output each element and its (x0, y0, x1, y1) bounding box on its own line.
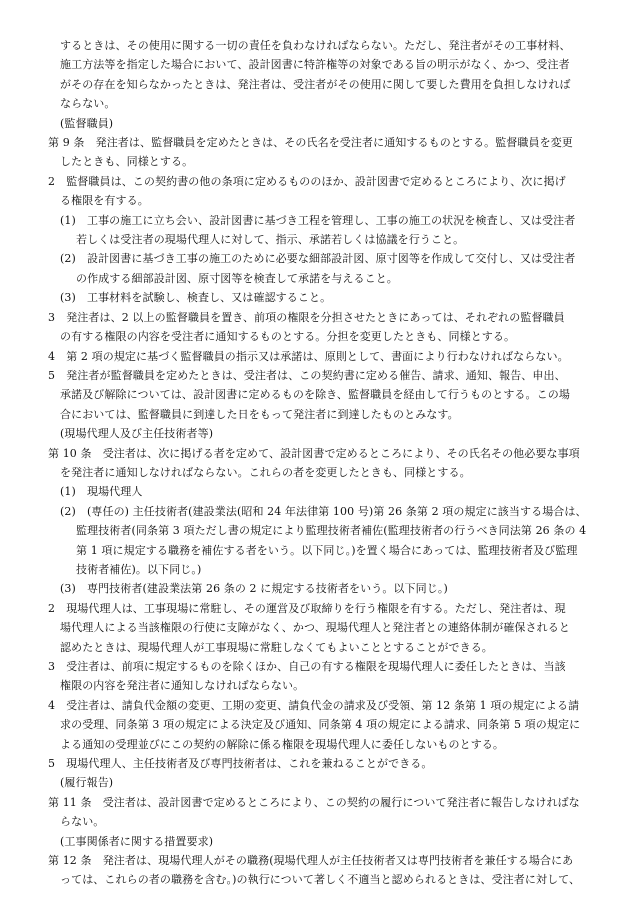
text-line: 第 11 条 受注者は、設計図書で定めるところにより、この契約の履行について発注者に報告しなければな (48, 795, 580, 809)
text-line: (現場代理人及び主任技術者等) (60, 427, 214, 441)
text-line: る権限を有する。 (60, 194, 149, 208)
text-line: 場代理人による当該権限の行使に支障がなく、かつ、現場代理人と発注者との連絡体制が確保されると (60, 621, 570, 635)
text-line: の作成する細部設計図、原寸図等を検査して承諾を与えること。 (76, 271, 398, 285)
text-line: 第 9 条 発注者は、監督職員を定めたときは、その氏名を受注者に通知するものとする。監督職員を変更 (48, 136, 573, 150)
text-line: 求の受理、同条第 3 項の規定による決定及び通知、同条第 4 項の規定による請求、同条第 5 項の規定に (60, 718, 581, 732)
text-line: 若しくは受注者の現場代理人に対して、指示、承諾若しくは協議を行うこと。 (76, 233, 465, 247)
text-line: 2 現場代理人は、工事現場に常駐し、その運営及び取締りを行う権限を有する。ただし、発注者は、現 (48, 601, 566, 615)
text-line: 技術者補佐)。以下同じ。) (76, 562, 202, 576)
text-line: (1) 現場代理人 (60, 485, 143, 499)
text-line: らない。 (60, 815, 105, 829)
text-line: 5 発注者が監督職員を定めたときは、受注者は、この契約書に定める催告、請求、通知、報告、申出、 (48, 368, 566, 382)
text-line: (監督職員) (60, 116, 114, 130)
text-line: 5 現場代理人、主任技術者及び専門技術者は、これを兼ねることができる。 (48, 757, 433, 771)
text-line: したときも、同様とする。 (60, 155, 194, 169)
text-line: (工事関係者に関する措置要求) (60, 834, 214, 848)
text-line: よる通知の受理並びにこの契約の解除に係る権限を現場代理人に委任しないものとする。 (60, 737, 504, 751)
text-line: 合においては、監督職員に到達した日をもって発注者に到達したものとみなす。 (60, 407, 459, 421)
contract-text-body (48, 36, 590, 890)
text-line: (2) (専任の) 主任技術者(建設業法(昭和 24 年法律第 100 号)第 26 条第 2 項の規定に該当する場合は、 (60, 504, 587, 518)
text-line: 第 10 条 受注者は、次に掲げる者を定めて、設計図書で定めるところにより、その氏名その他必要な事項 (48, 446, 580, 460)
text-line: 第 12 条 発注者は、現場代理人がその職務(現場代理人が主任技術者又は専門技術者を兼任する場合にあ (48, 854, 574, 868)
text-line: (3) 専門技術者(建設業法第 26 条の 2 に規定する技術者をいう。以下同じ。) (60, 582, 448, 596)
text-line: がその存在を知らなかったときは、発注者は、受注者がその使用に関して要した費用を負担しなければ (60, 77, 571, 91)
text-line: 4 受注者は、請負代金額の変更、工期の変更、請負代金の請求及び受領、第 12 条第 1 項の規定による請 (48, 698, 580, 712)
text-line: 3 受注者は、前項に規定するものを除くほか、自己の有する権限を現場代理人に委任したときは、当該 (48, 660, 566, 673)
text-line: 3 発注者は、2 以上の監督職員を置き、前項の権限を分担させたときにあっては、それぞれの監督職員 (48, 310, 565, 324)
text-line: (履行報告) (60, 776, 114, 790)
text-line: 承諾及び解除については、設計図書に定めるものを除き、監督職員を経由して行うものとする。この場 (60, 388, 570, 402)
text-line: するときは、その使用に関する一切の責任を負わなければならない。ただし、発注者がその工事材料、 (60, 39, 571, 52)
text-line: 施工方法等を指定した場合において、設計図書に特許権等の対象である旨の明示がなく、かつ、受注者 (60, 58, 570, 72)
text-line: 権限の内容を発注者に通知しなければならない。 (60, 679, 305, 693)
text-line: 認めたときは、現場代理人が工事現場に常駐しなくてもよいこととすることができる。 (60, 640, 493, 654)
text-line: 2 監督職員は、この契約書の他の条項に定めるもののほか、設計図書で定めるところにより、次に掲げ (48, 174, 566, 188)
text-line: の有する権限の内容を受注者に通知するものとする。分担を変更したときも、同様とする。 (60, 330, 516, 344)
text-line: 4 第 2 項の規定に基づく監督職員の指示又は承諾は、原則として、書面により行わなければならない。 (48, 349, 569, 363)
text-line: (1) 工事の施工に立ち会い、設計図書に基づき工程を管理し、工事の施工の状況を検査し、又は受注者 (60, 213, 576, 227)
text-line: 監理技術者(同条第 3 項ただし書の規定により監理技術者補佐(監理技術者の行うべき同法第 26 条の 4 (76, 524, 587, 538)
text-line: っては、これらの者の職務を含む。)の執行について著しく不適当と認められるときは、受注者に対して、 (60, 873, 581, 887)
text-line: (3) 工事材料を試験し、検査し、又は確認すること。 (60, 291, 332, 305)
text-line: (2) 設計図書に基づき工事の施工のために必要な細部設計図、原寸図等を作成して交付し、又は受注者 (60, 252, 576, 266)
text-line: を発注者に通知しなければならない。これらの者を変更したときも、同様とする。 (60, 465, 471, 479)
text-line: 第 1 項に規定する職務を補佐する者をいう。以下同じ。)を置く場合にあっては、監理技術者及び監理 (76, 543, 578, 557)
text-line: ならない。 (60, 97, 116, 111)
